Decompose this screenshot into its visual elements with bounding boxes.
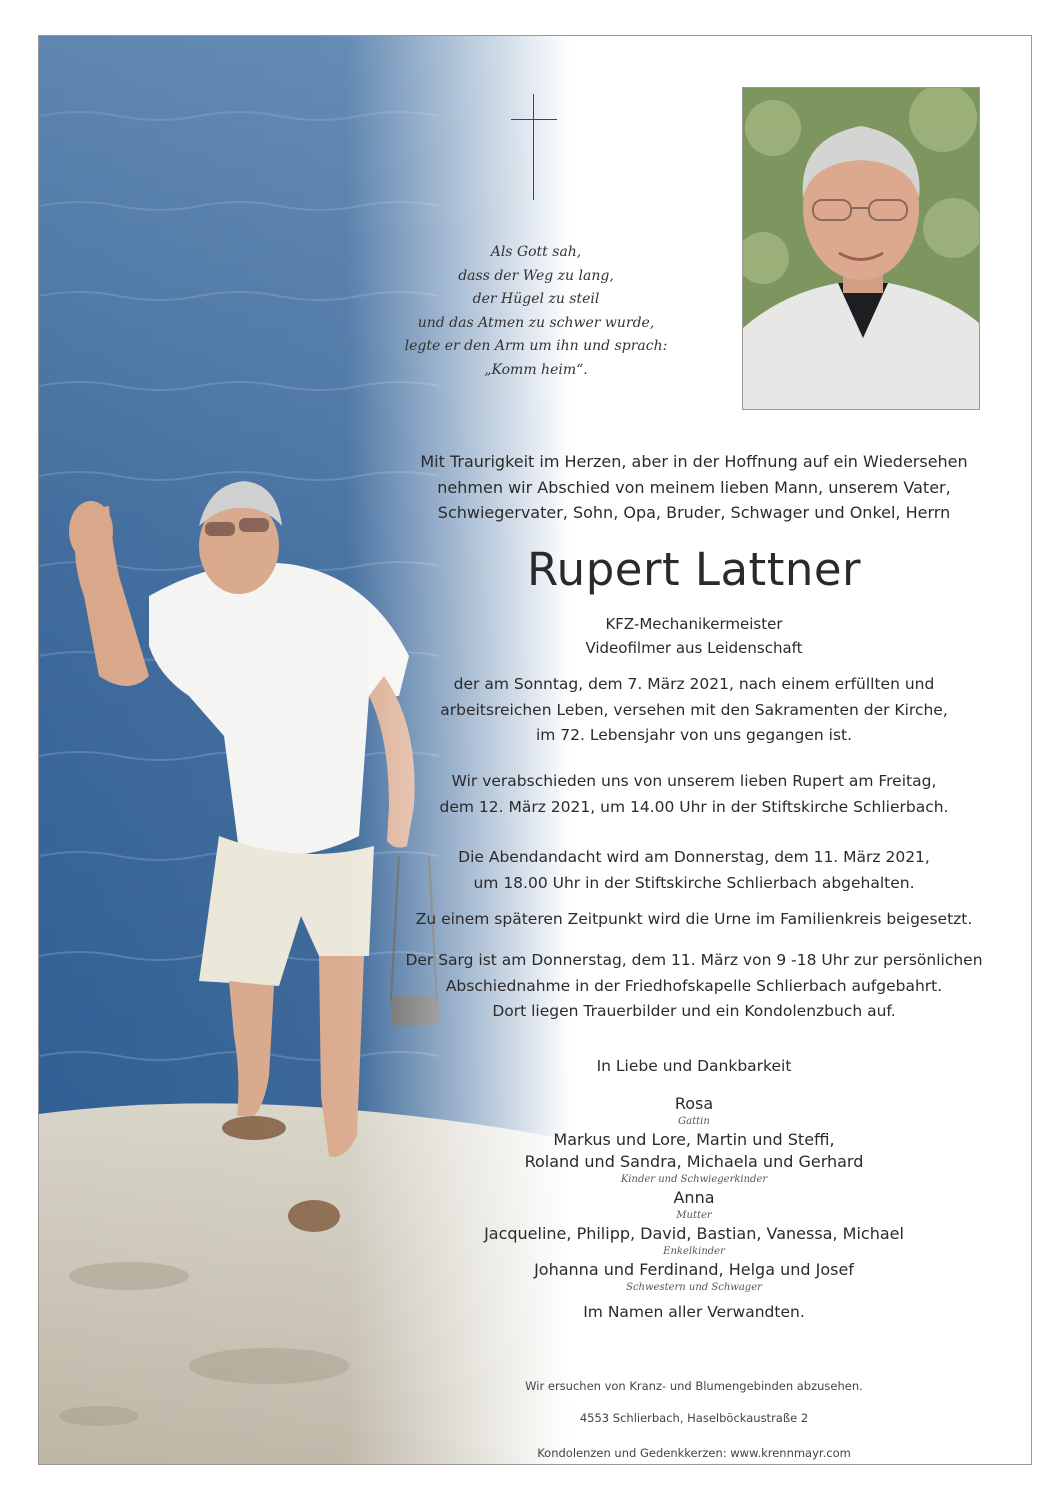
intro-line: Schwiegervater, Sohn, Opa, Bruder, Schwager und Onkel, Herrn: [437, 503, 951, 522]
family-children: Roland und Sandra, Michaela und Gerhard: [524, 1152, 864, 1171]
profession: [374, 612, 1014, 660]
paragraph-line: Zu einem späteren Zeitpunkt wird die Urne im Familienkreis beigesetzt.: [415, 910, 973, 928]
address: 4553 Schlierbach, Haselböckaustraße 2: [579, 1411, 809, 1425]
family-closing: Im Namen aller Verwandten.: [583, 1303, 805, 1321]
coffin-paragraph: [374, 948, 1014, 1025]
poem-line: der Hügel zu steil: [472, 291, 600, 307]
family-siblings: Johanna und Ferdinand, Helga und Josef: [534, 1260, 854, 1279]
flower-request: Wir ersuchen von Kranz- und Blumengebinden abzusehen.: [525, 1379, 863, 1393]
paragraph-line: der am Sonntag, dem 7. März 2021, nach einem erfüllten und: [453, 675, 935, 693]
family-list: [374, 1055, 1014, 1323]
obituary-card: [38, 35, 1032, 1465]
poem-line: „Komm heim“.: [484, 361, 588, 378]
paragraph-line: Die Abendandacht wird am Donnerstag, dem 11. März 2021,: [458, 848, 930, 866]
portrait-photo: [742, 87, 980, 410]
family-wife: Rosa: [674, 1094, 714, 1113]
family-mother-role: Mutter: [676, 1210, 712, 1221]
poem-line: Als Gott sah,: [490, 244, 582, 260]
profession-line: KFZ-Mechanikermeister: [605, 615, 783, 633]
urn-paragraph: [374, 907, 1014, 933]
paragraph-line: Wir verabschieden uns von unserem lieben Rupert am Freitag,: [451, 772, 937, 790]
funeral-paragraph: [374, 769, 1014, 820]
poem-line: legte er den Arm um ihn und sprach:: [404, 338, 668, 354]
profession-line: Videofilmer aus Leidenschaft: [585, 639, 803, 657]
family-mother: Anna: [673, 1188, 715, 1207]
poem-line: dass der Weg zu lang,: [458, 267, 614, 284]
family-children: Markus und Lore, Martin und Steffi,: [553, 1130, 835, 1149]
family-grandchildren: Jacqueline, Philipp, David, Bastian, Vanessa, Michael: [484, 1224, 904, 1243]
intro-text: [374, 449, 1014, 526]
deceased-name: Rupert Lattner: [526, 543, 862, 596]
cross-icon: [509, 94, 559, 200]
paragraph-line: Dort liegen Trauerbilder und ein Kondolenzbuch auf.: [492, 1002, 896, 1020]
family-siblings-role: Schwestern und Schwager: [626, 1282, 762, 1293]
paragraph-line: um 18.00 Uhr in der Stiftskirche Schlierbach abgehalten.: [473, 873, 915, 892]
paragraph-line: Abschiednahme in der Friedhofskapelle Schlierbach aufgebahrt.: [445, 976, 943, 995]
paragraph-line: im 72. Lebensjahr von uns gegangen ist.: [535, 726, 853, 744]
paragraph-line: dem 12. März 2021, um 14.00 Uhr in der Stiftskirche Schlierbach.: [439, 797, 949, 816]
poem: [361, 241, 711, 382]
death-paragraph: [374, 672, 1014, 749]
poem-line: und das Atmen zu schwer wurde,: [417, 314, 655, 331]
paragraph-line: arbeitsreichen Leben, versehen mit den Sakramenten der Kirche,: [440, 700, 948, 719]
intro-line: nehmen wir Abschied von meinem lieben Mann, unserem Vater,: [437, 477, 951, 497]
family-grandchildren-role: Enkelkinder: [663, 1246, 725, 1257]
family-wife-role: Gattin: [678, 1116, 710, 1127]
portrait-illustration: [743, 88, 979, 409]
family-children-role: Kinder und Schwiegerkinder: [620, 1174, 768, 1185]
family-intro: In Liebe und Dankbarkeit: [596, 1057, 792, 1075]
paragraph-line: Der Sarg ist am Donnerstag, dem 11. März von 9 -18 Uhr zur persönlichen: [405, 951, 983, 969]
condolence-website[interactable]: Kondolenzen und Gedenkkerzen: www.krennmayr.com: [537, 1446, 851, 1460]
intro-line: Mit Traurigkeit im Herzen, aber in der Hoffnung auf ein Wiedersehen: [420, 452, 968, 471]
vigil-paragraph: [374, 845, 1014, 896]
